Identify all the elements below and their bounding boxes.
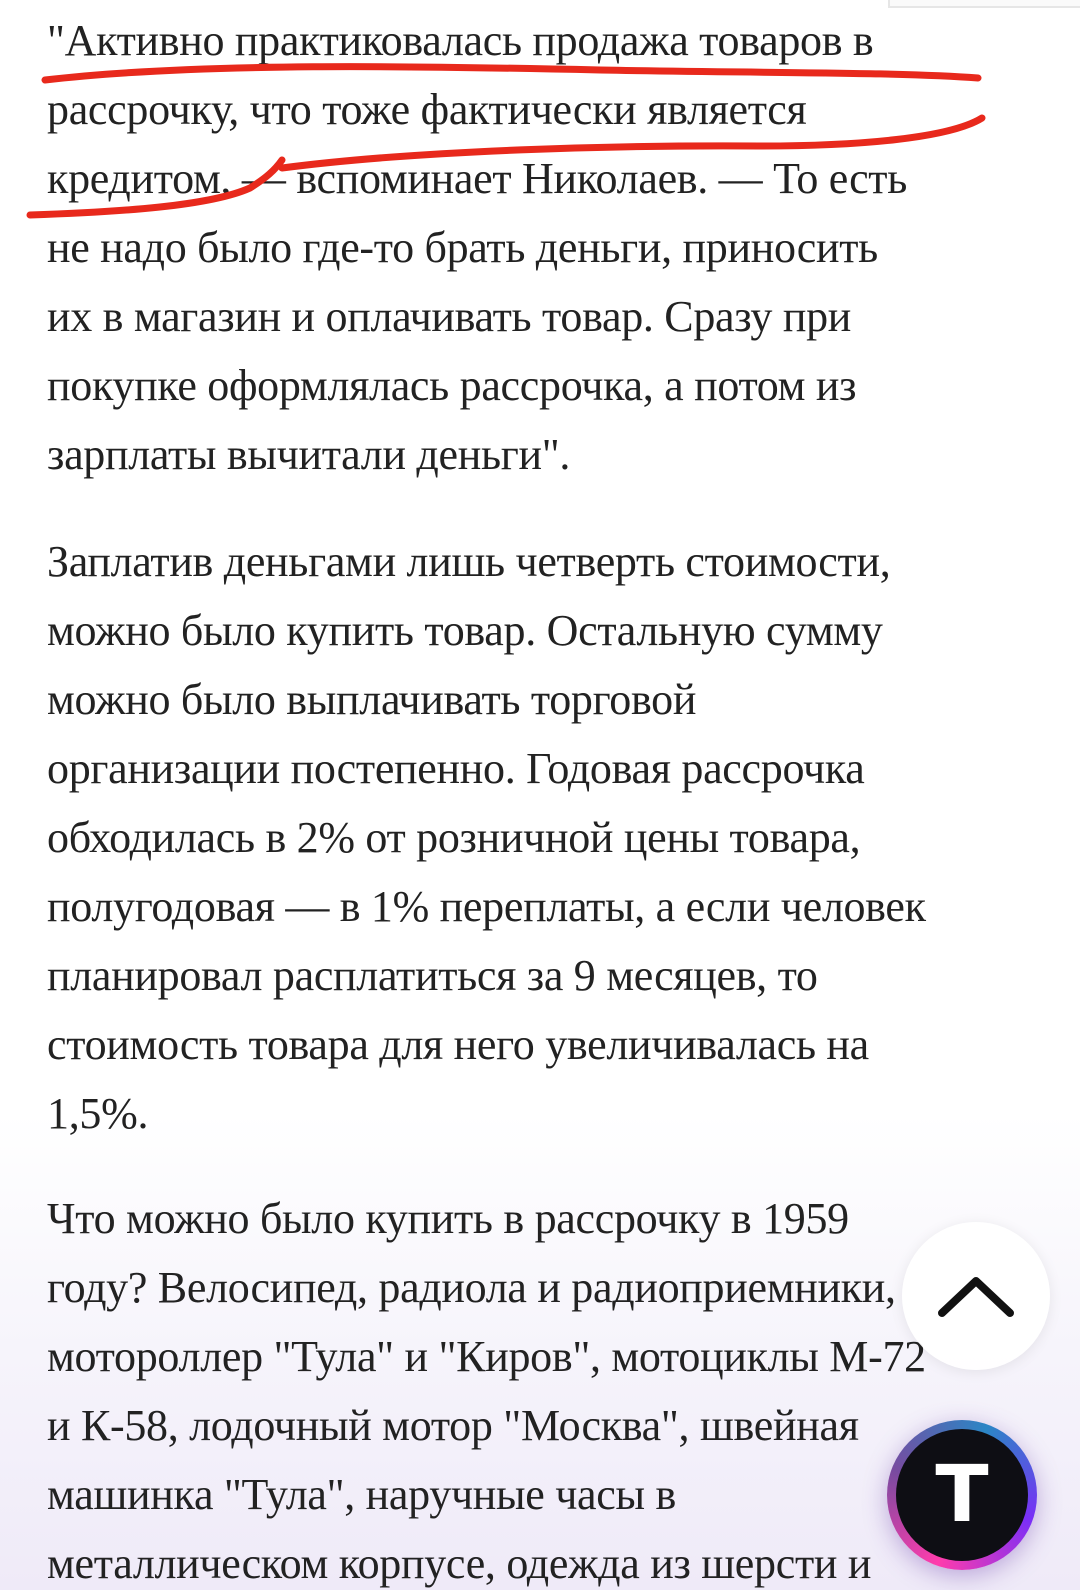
t-logo-icon	[896, 1429, 1028, 1561]
article-body	[47, 6, 1027, 1590]
article-paragraph-goods-list: Что можно было купить в рассрочку в 1959 году? Велосипед, радиола и радиоприемники, мотороллер "Тула" и "Киров", мотоциклы М-72 и К-58, лодочный мотор "Москва", швейная машинка "Тула", наручные часы в металлическом корпусе, одежда из шерсти и	[47, 1194, 926, 1588]
chevron-up-icon	[936, 1271, 1016, 1321]
app-badge-button[interactable]	[887, 1420, 1037, 1570]
article-paragraph-quote: "Активно практиковалась продажа товаров в рассрочку, что тоже фактически является кредитом, — вспоминает Николаев. — То есть не надо было где-то брать деньги, приносить их в магазин и оплачивать товар. Сразу при покупке оформлялась рассрочка, а потом из зарплаты вычитали деньги".	[47, 16, 907, 479]
app-badge-letter: Т	[935, 1450, 989, 1540]
scroll-to-top-button[interactable]	[902, 1222, 1050, 1370]
article-paragraph-installment-terms: Заплатив деньгами лишь четверть стоимости, можно было купить товар. Остальную сумму можно было выплачивать торговой организации постепенно. Годовая рассрочка обходилась в 2% от розничной цены товара, полугодовая — в 1% переплаты, а если человек планировал расплатиться за 9 месяцев, то стоимость товара для него увеличивалась на 1,5%.	[47, 537, 926, 1138]
